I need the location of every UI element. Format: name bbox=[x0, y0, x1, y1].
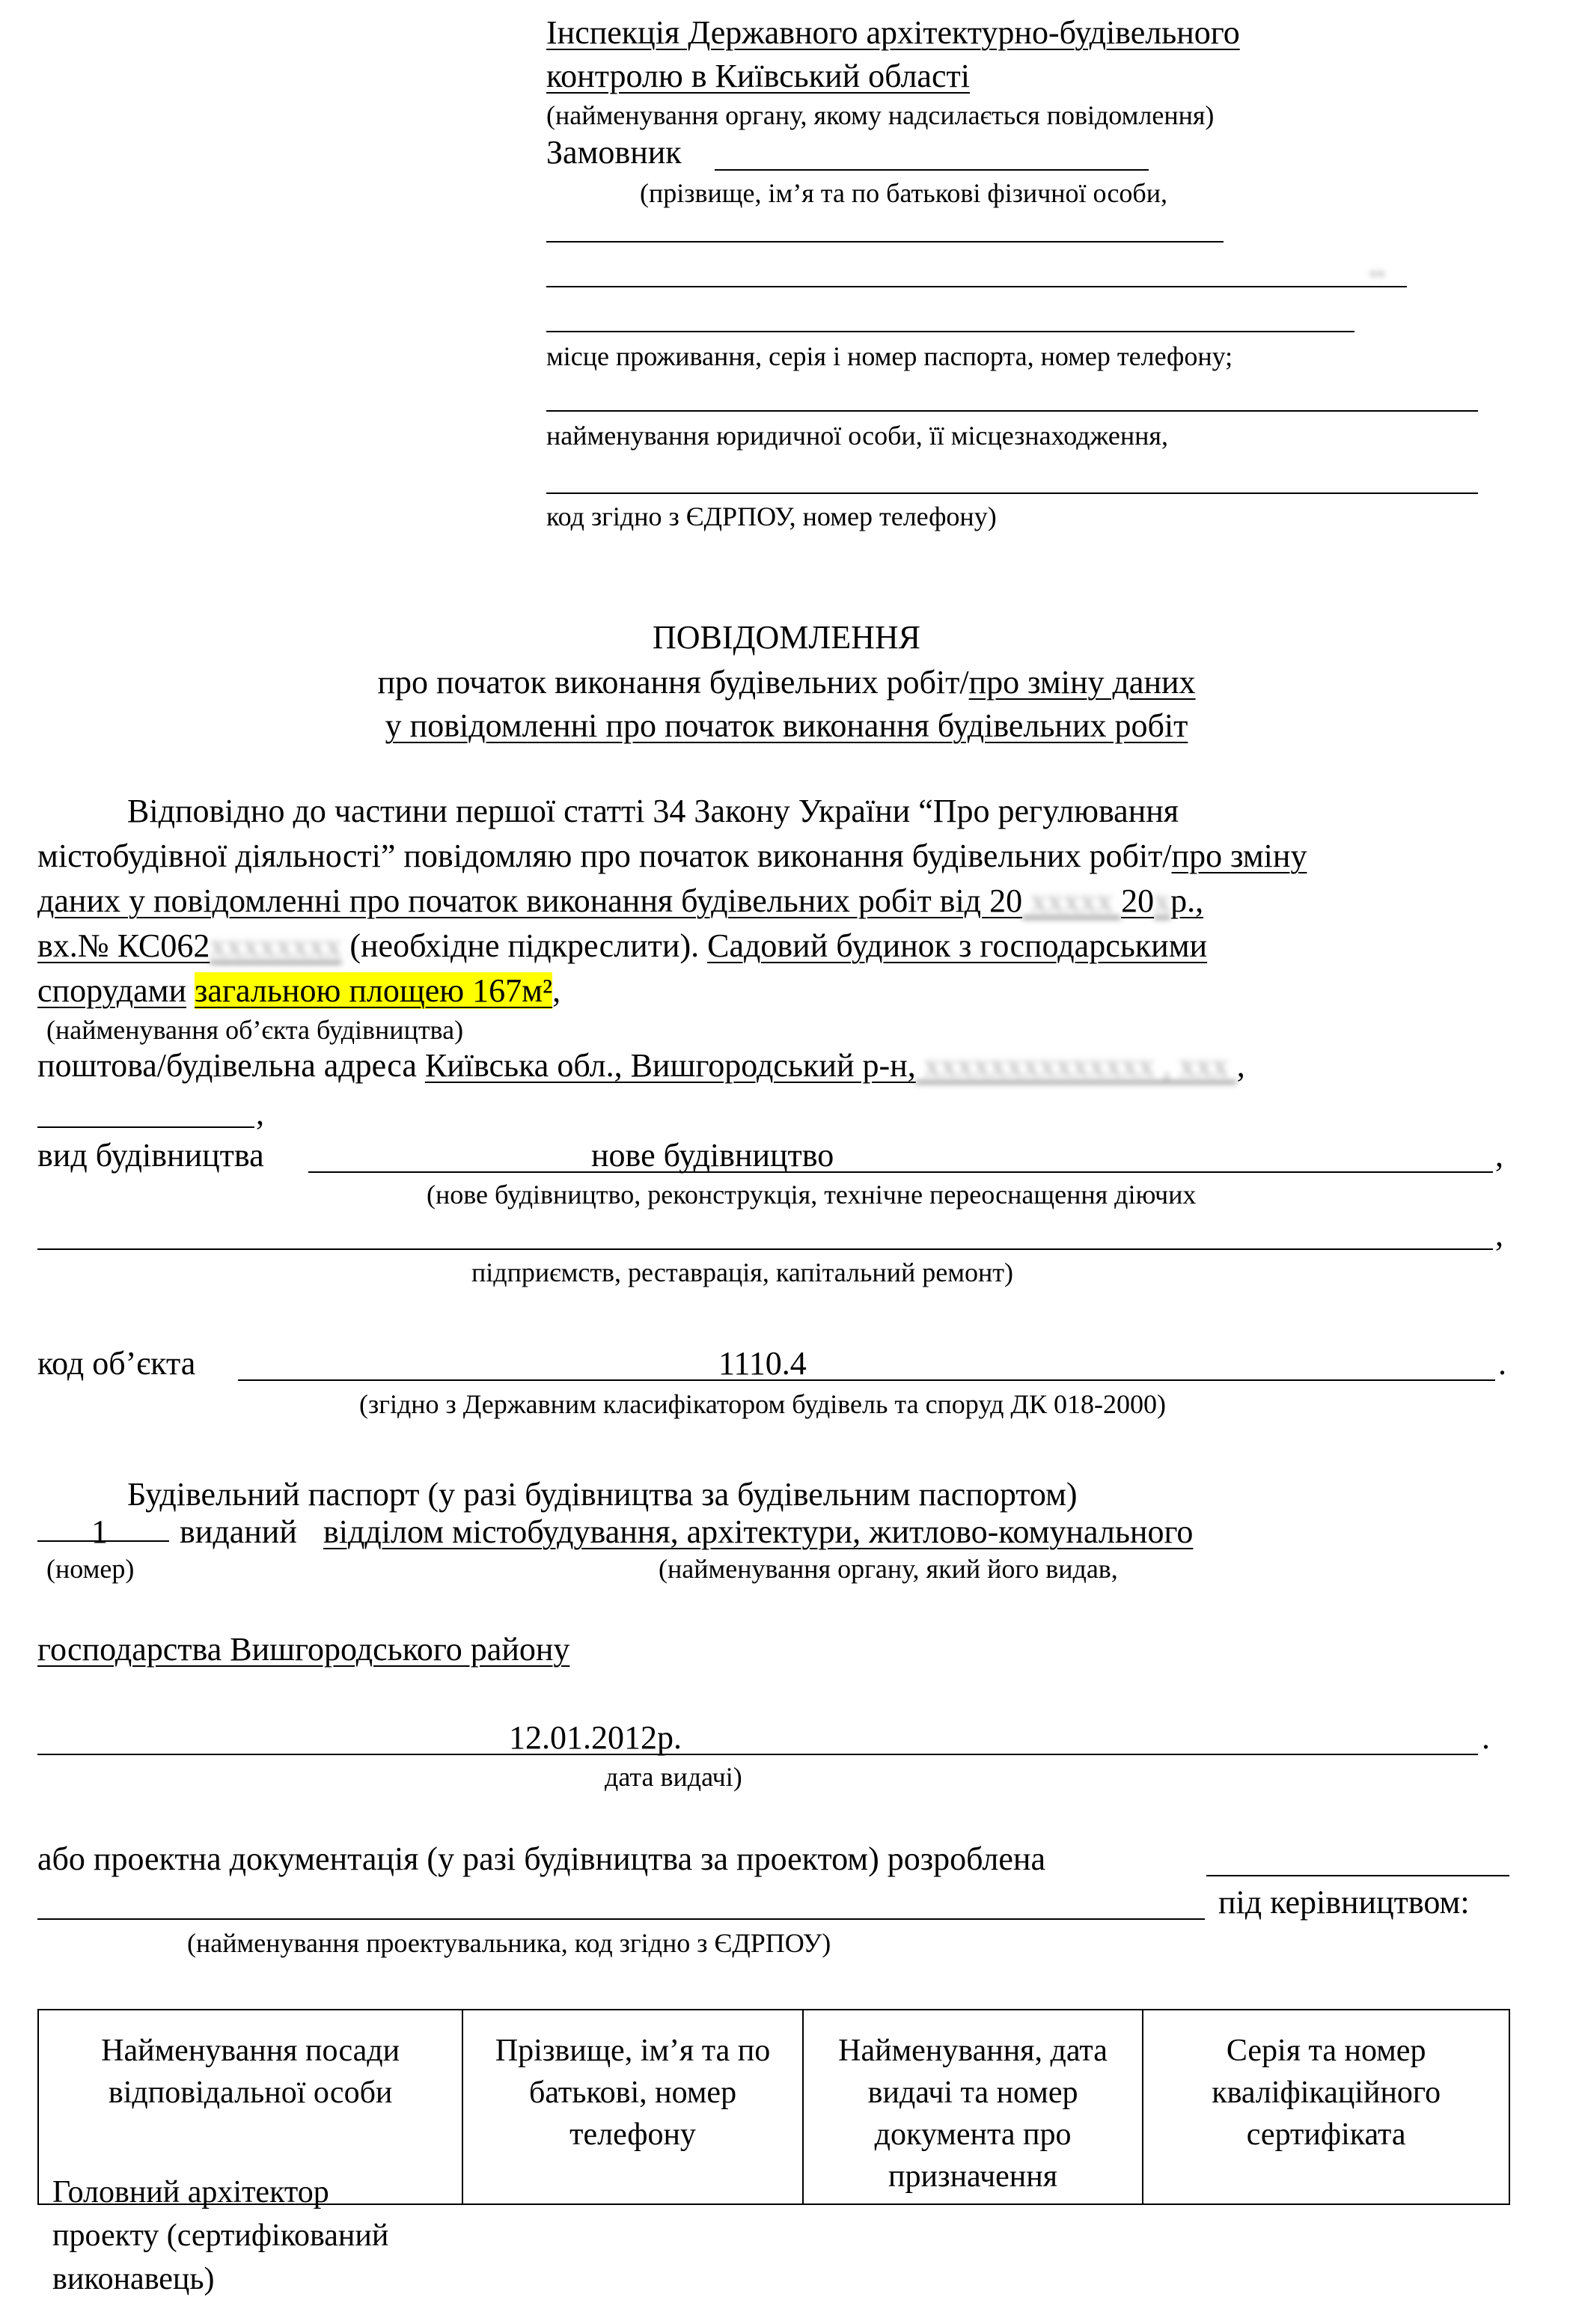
incoming-number-text: вх.№ КС062 bbox=[37, 927, 210, 964]
customer-caption-person: (прізвище, ім’я та по батькові фізичної особи, bbox=[640, 178, 1168, 208]
customer-code-line bbox=[546, 492, 1478, 494]
construction-comma: , bbox=[1495, 1137, 1503, 1174]
address-value-text: Київська обл., Вишгородський р-н, bbox=[424, 1047, 916, 1084]
body-line-1: Відповідно до частини першої статті 34 Закону України “Про регулювання bbox=[127, 793, 1179, 829]
address-comma: , bbox=[1236, 1047, 1245, 1084]
customer-legal-line bbox=[546, 410, 1478, 412]
customer-caption-code: код згідно з ЄДРПОУ, номер телефону) bbox=[546, 501, 997, 531]
address-label: поштова/будівельна адреса bbox=[37, 1047, 417, 1084]
construction-caption-2: підприємств, реставрація, капітальний ремонт) bbox=[471, 1257, 1013, 1287]
body-line-2-start: містобудівної діяльності” повідомляю про початок виконання будівельних робіт/ bbox=[37, 838, 1172, 874]
passport-issuer-line-2: господарства Вишгородського району bbox=[37, 1631, 570, 1668]
passport-caption-date: дата видачі) bbox=[605, 1762, 742, 1792]
object-code-value: 1110.4 bbox=[718, 1345, 807, 1382]
redacted-number: хххххххх bbox=[210, 927, 342, 964]
object-code-line bbox=[238, 1379, 1495, 1381]
header-full-name: Прізвище, ім’я та по батькові, номер телефону bbox=[462, 2010, 802, 2204]
address-line bbox=[37, 1049, 1245, 1082]
redacted-month: ххххх bbox=[1022, 882, 1122, 919]
redacted-mark: •• bbox=[1369, 262, 1386, 287]
object-code-caption: (згідно з Державним класифікатором будівель та споруд ДК 018-2000) bbox=[359, 1389, 1166, 1419]
incoming-number bbox=[37, 927, 341, 964]
header-position: Найменування посади відповідальної особи bbox=[38, 2010, 462, 2204]
customer-line-3 bbox=[546, 331, 1354, 332]
passport-number: 1 bbox=[91, 1513, 108, 1550]
body-line-3-end: р., bbox=[1170, 882, 1204, 919]
project-line: або проектна документація (у разі будівництва за проектом) розроблена bbox=[37, 1840, 1045, 1877]
construction-label: вид будівництва bbox=[37, 1137, 264, 1174]
body-line-3-year: 20 bbox=[1121, 882, 1155, 919]
body-line-3-text: даних у повідомленні про початок виконання будівельних робіт від 20 bbox=[37, 882, 1023, 919]
passport-date-line bbox=[37, 1754, 1478, 1755]
customer-line-2 bbox=[546, 286, 1407, 287]
construction-caption-1: (нове будівництво, реконструкція, технічне переоснащення діючих bbox=[427, 1180, 1197, 1210]
body-line-4 bbox=[37, 927, 1208, 964]
project-designer-line-1 bbox=[1206, 1875, 1509, 1876]
customer-name-line bbox=[715, 169, 1149, 171]
body-line-2 bbox=[37, 840, 1307, 873]
object-area: загальною площею 167м² bbox=[195, 972, 553, 1009]
document-subtitle-2: у повідомленні про початок виконання будівельних робіт bbox=[385, 707, 1188, 744]
subtitle-change: про зміну даних bbox=[968, 664, 1196, 701]
document-subtitle-1 bbox=[0, 666, 1573, 699]
project-under-guidance: під керівництвом: bbox=[1218, 1884, 1470, 1921]
passport-issuer-line-1: відділом містобудування, архітектури, житлово-комунального bbox=[323, 1513, 1194, 1550]
address-continuation-line bbox=[37, 1126, 254, 1128]
addressee-caption: (найменування органу, якому надсилається повідомлення) bbox=[546, 100, 1215, 130]
passport-caption-issuer: (найменування органу, який його видав, bbox=[659, 1554, 1118, 1584]
body-line-2-change: про зміну bbox=[1171, 838, 1307, 874]
project-caption: (найменування проектувальника, код згідно з ЄДРПОУ) bbox=[187, 1928, 831, 1958]
construction-line bbox=[308, 1171, 1493, 1173]
object-name-end: спорудами bbox=[37, 972, 187, 1009]
passport-caption-number: (номер) bbox=[46, 1554, 135, 1584]
addressee-line2: контролю в Київський області bbox=[546, 58, 970, 94]
body-line-5 bbox=[37, 972, 561, 1009]
redacted-address: хххххххххххххх , ххх bbox=[915, 1047, 1237, 1084]
subtitle-start: про початок виконання будівельних робіт/ bbox=[377, 664, 969, 701]
passport-date-dot: . bbox=[1482, 1719, 1490, 1756]
address-continuation-comma: , bbox=[256, 1095, 264, 1132]
document-title: ПОВІДОМЛЕННЯ bbox=[652, 619, 921, 656]
object-code-label: код об’єкта bbox=[37, 1345, 196, 1382]
header-appointment-doc: Найменування, дата видачі та номер документа про призначення bbox=[803, 2010, 1143, 2204]
passport-date: 12.01.2012р. bbox=[509, 1719, 682, 1756]
object-name-start: Садовий будинок з господарськими bbox=[707, 927, 1208, 964]
passport-intro: Будівельний паспорт (у разі будівництва за будівельним паспортом) bbox=[127, 1476, 1078, 1513]
customer-line-1 bbox=[546, 241, 1224, 243]
object-caption: (найменування об’єкта будівництва) bbox=[46, 1015, 464, 1045]
customer-caption-residence: місце проживання, серія і номер паспорта, номер телефону; bbox=[546, 341, 1233, 371]
body-line-5-end: , bbox=[552, 972, 561, 1009]
construction-comma-2: , bbox=[1495, 1216, 1503, 1253]
address-value bbox=[425, 1047, 1237, 1084]
underline-note: (необхідне підкреслити). bbox=[349, 927, 700, 964]
header-certificate: Серія та номер кваліфікаційного сертифіката bbox=[1143, 2010, 1509, 2204]
body-line-3 bbox=[37, 882, 1204, 919]
construction-line-2 bbox=[37, 1248, 1493, 1250]
customer-label: Замовник bbox=[546, 134, 682, 171]
project-designer-line-2 bbox=[37, 1918, 1205, 1920]
addressee-line1: Інспекція Державного архітектурно-будівельного bbox=[546, 14, 1240, 51]
object-code-dot: . bbox=[1498, 1345, 1506, 1382]
construction-value: нове будівництво bbox=[591, 1137, 834, 1174]
customer-caption-legal: найменування юридичної особи, її місцезнаходження, bbox=[546, 421, 1168, 451]
row-chief-architect: Головний архітектор проекту (сертифікований виконавець) bbox=[52, 2175, 389, 2296]
redacted-year: х bbox=[1154, 882, 1171, 919]
passport-issued-label: виданий bbox=[180, 1513, 297, 1550]
